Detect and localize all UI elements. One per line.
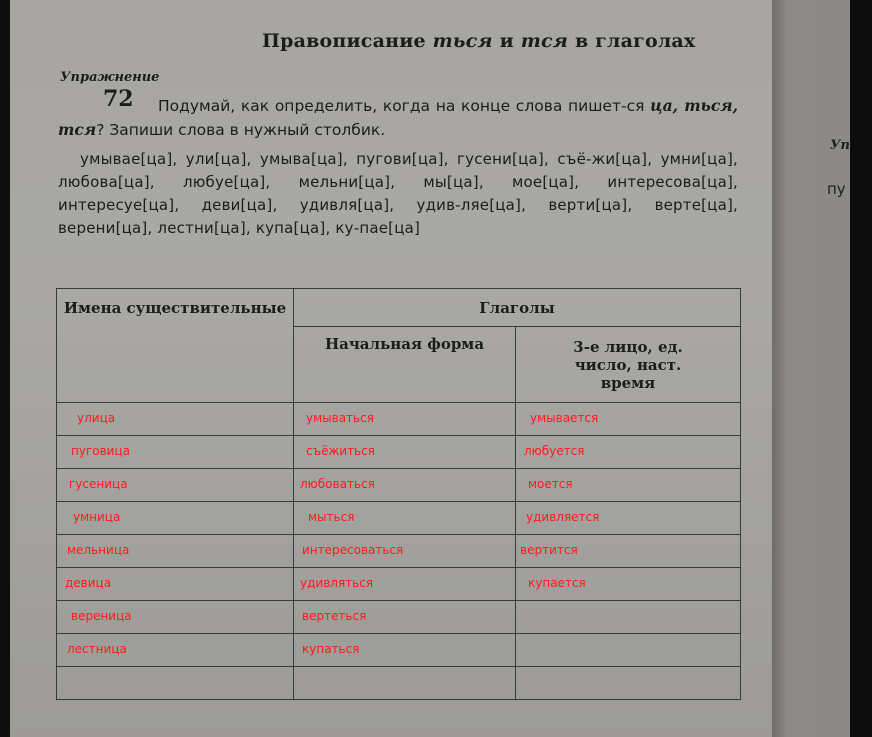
initial-form-cell (294, 502, 516, 535)
table-row (57, 469, 741, 502)
initial-form-cell (294, 535, 516, 568)
header-initial-form: Начальная форма (294, 327, 516, 403)
handwritten-answer: вертится (520, 543, 578, 557)
header-third-person: 3-е лицо, ед. число, наст. время (516, 327, 741, 403)
noun-cell (57, 502, 294, 535)
noun-cell (57, 568, 294, 601)
initial-form-cell (294, 469, 516, 502)
handwritten-answer: купается (528, 576, 586, 590)
handwritten-answer: умываться (306, 411, 374, 425)
exercise-number: 72 (103, 86, 134, 112)
handwritten-answer: гусеница (69, 477, 128, 491)
table-row (57, 436, 741, 469)
handwritten-answer: улица (77, 411, 116, 425)
handwritten-answer: интересоваться (302, 543, 404, 557)
table-row (57, 535, 741, 568)
initial-form-cell (294, 436, 516, 469)
noun-cell (57, 634, 294, 667)
adjacent-page-fragment: пу (827, 180, 846, 198)
table-row (57, 634, 741, 667)
handwritten-answer: вереница (71, 609, 132, 623)
noun-cell (57, 436, 294, 469)
exercise-word-list: умывае[ца], ули[ца], умыва[ца], пугови[ца], гусени[ца], съё-жи[ца], умни[ца], любова[ца], любуе[ца], мельни[ца], мы[ца], мое[ца], интересова[ца], интересуе[ца], деви[ца], удивля[ца], удив-ляе[ца], верти[ца], верте[ца], верени[ца], лестни[ца], купа[ца], ку-пае[ца] (58, 150, 738, 237)
handwritten-answer: съёжиться (306, 444, 375, 458)
third-person-cell (516, 568, 741, 601)
table-row (57, 601, 741, 634)
initial-form-cell (294, 634, 516, 667)
table-row (57, 568, 741, 601)
textbook-page (10, 0, 772, 737)
handwritten-answer: девица (65, 576, 112, 590)
noun-cell (57, 403, 294, 436)
header-nouns: Имена существительные (57, 289, 294, 403)
noun-cell (57, 469, 294, 502)
initial-form-cell (294, 568, 516, 601)
initial-form-cell (294, 403, 516, 436)
handwritten-answer: моется (528, 477, 573, 491)
third-person-cell (516, 634, 741, 667)
handwritten-answer: пуговица (71, 444, 130, 458)
answer-table (56, 288, 741, 700)
noun-cell (57, 667, 294, 700)
third-person-cell (516, 469, 741, 502)
handwritten-answer: любоваться (300, 477, 375, 491)
third-person-cell (516, 601, 741, 634)
third-person-cell (516, 667, 741, 700)
third-person-cell (516, 502, 741, 535)
header-verbs: Глаголы (294, 289, 741, 327)
table-row (57, 667, 741, 700)
noun-cell (57, 535, 294, 568)
initial-form-cell (294, 667, 516, 700)
table-row (57, 502, 741, 535)
table-row (57, 403, 741, 436)
adjacent-page (772, 0, 850, 737)
third-person-cell (516, 535, 741, 568)
handwritten-answer: любуется (524, 444, 585, 458)
handwritten-answer: лестница (67, 642, 127, 656)
handwritten-answer: мыться (308, 510, 355, 524)
adjacent-page-fragment: Уп (830, 138, 851, 153)
photo-right-edge (850, 0, 872, 737)
page-title: Правописание ться и тся в глаголах (262, 30, 696, 52)
third-person-cell (516, 403, 741, 436)
noun-cell (57, 601, 294, 634)
handwritten-answer: удивляться (300, 576, 374, 590)
initial-form-cell (294, 601, 516, 634)
handwritten-answer: купаться (302, 642, 360, 656)
exercise-task: Подумай, как определить, когда на конце слова пишет-ся ца, ться, тся? Запиши слова в нужный столбик. (58, 96, 739, 139)
handwritten-answer: удивляется (526, 510, 600, 524)
third-person-cell (516, 436, 741, 469)
handwritten-answer: мельница (67, 543, 130, 557)
handwritten-answer: вертеться (302, 609, 367, 623)
photo-left-edge (0, 0, 10, 737)
exercise-label: Упражнение (60, 70, 160, 85)
handwritten-answer: умница (73, 510, 121, 524)
handwritten-answer: умывается (530, 411, 599, 425)
